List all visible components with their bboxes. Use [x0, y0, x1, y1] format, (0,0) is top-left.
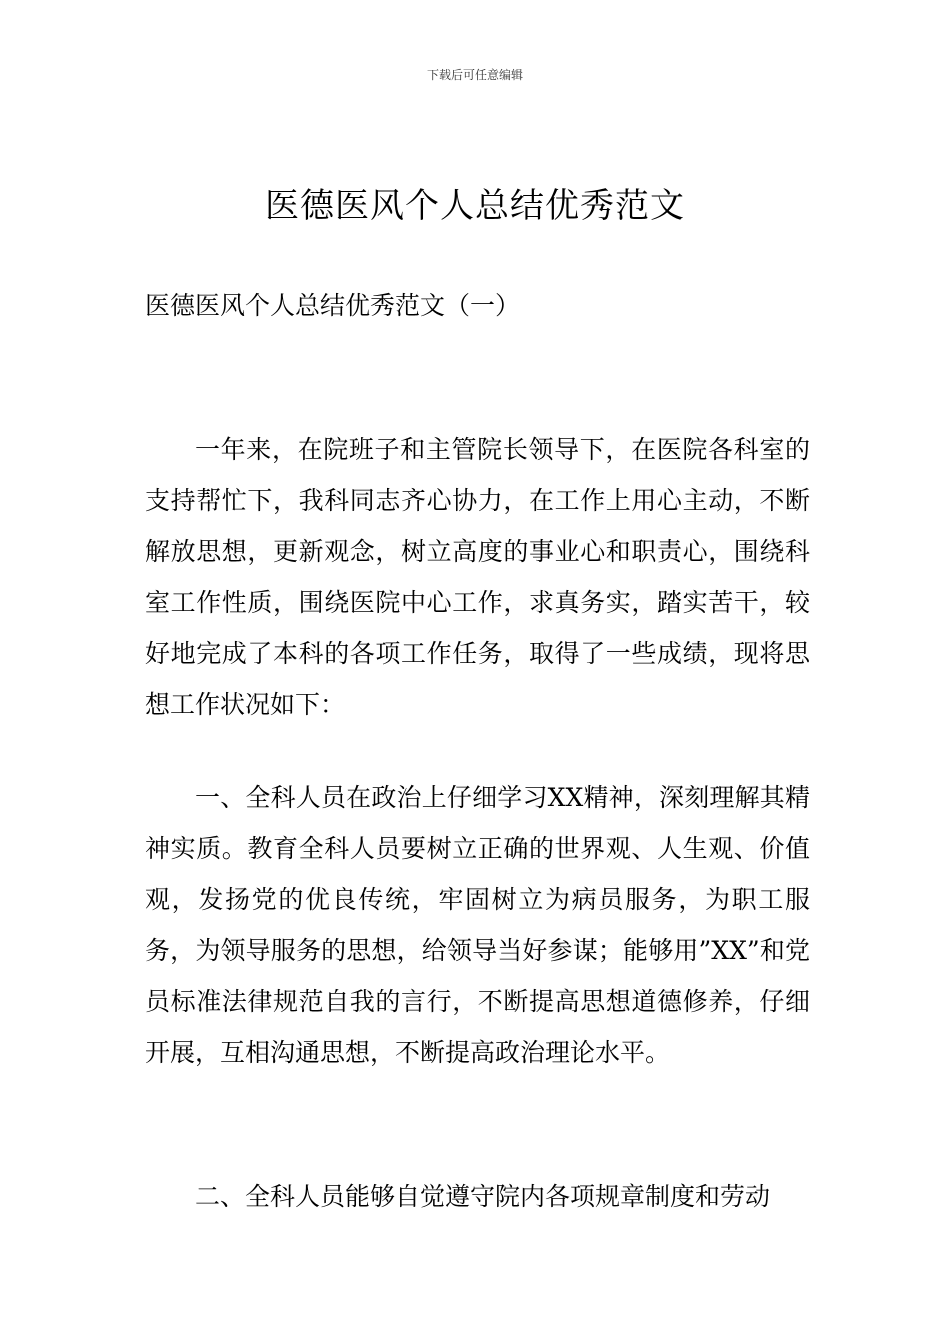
document-title: 医德医风个人总结优秀范文	[265, 186, 685, 226]
page-header-note: 下载后可任意编辑	[426, 68, 523, 82]
section-heading: 医德医风个人总结优秀范文（一）	[145, 291, 521, 320]
body-paragraph-point-one: 一、全科人员在政治上仔细学习XX精神，深刻理解其精神实质。教育全科人员要树立正确的世界观、人生观、价值观，发扬党的优良传统，牢固树立为病员服务，为职工服务，为领导服务的思想，给领导当好参谋；能够用”XX”和党员标准法律规范自我的言行，不断提高思想道德修养，仔细开展，互相沟通思想，不断提高政治理论水平。	[145, 783, 810, 1067]
body-paragraph-point-two: 二、全科人员能够自觉遵守院内各项规章制度和劳动	[195, 1182, 771, 1211]
body-paragraph-intro: 一年来，在院班子和主管院长领导下，在医院各科室的支持帮忙下，我科同志齐心协力，在工作上用心主动，不断解放思想，更新观念，树立高度的事业心和职责心，围绕科室工作性质，围绕医院中心工作，求真务实，踏实苦干，较好地完成了本科的各项工作任务，取得了一些成绩，现将思想工作状况如下：	[145, 435, 810, 719]
